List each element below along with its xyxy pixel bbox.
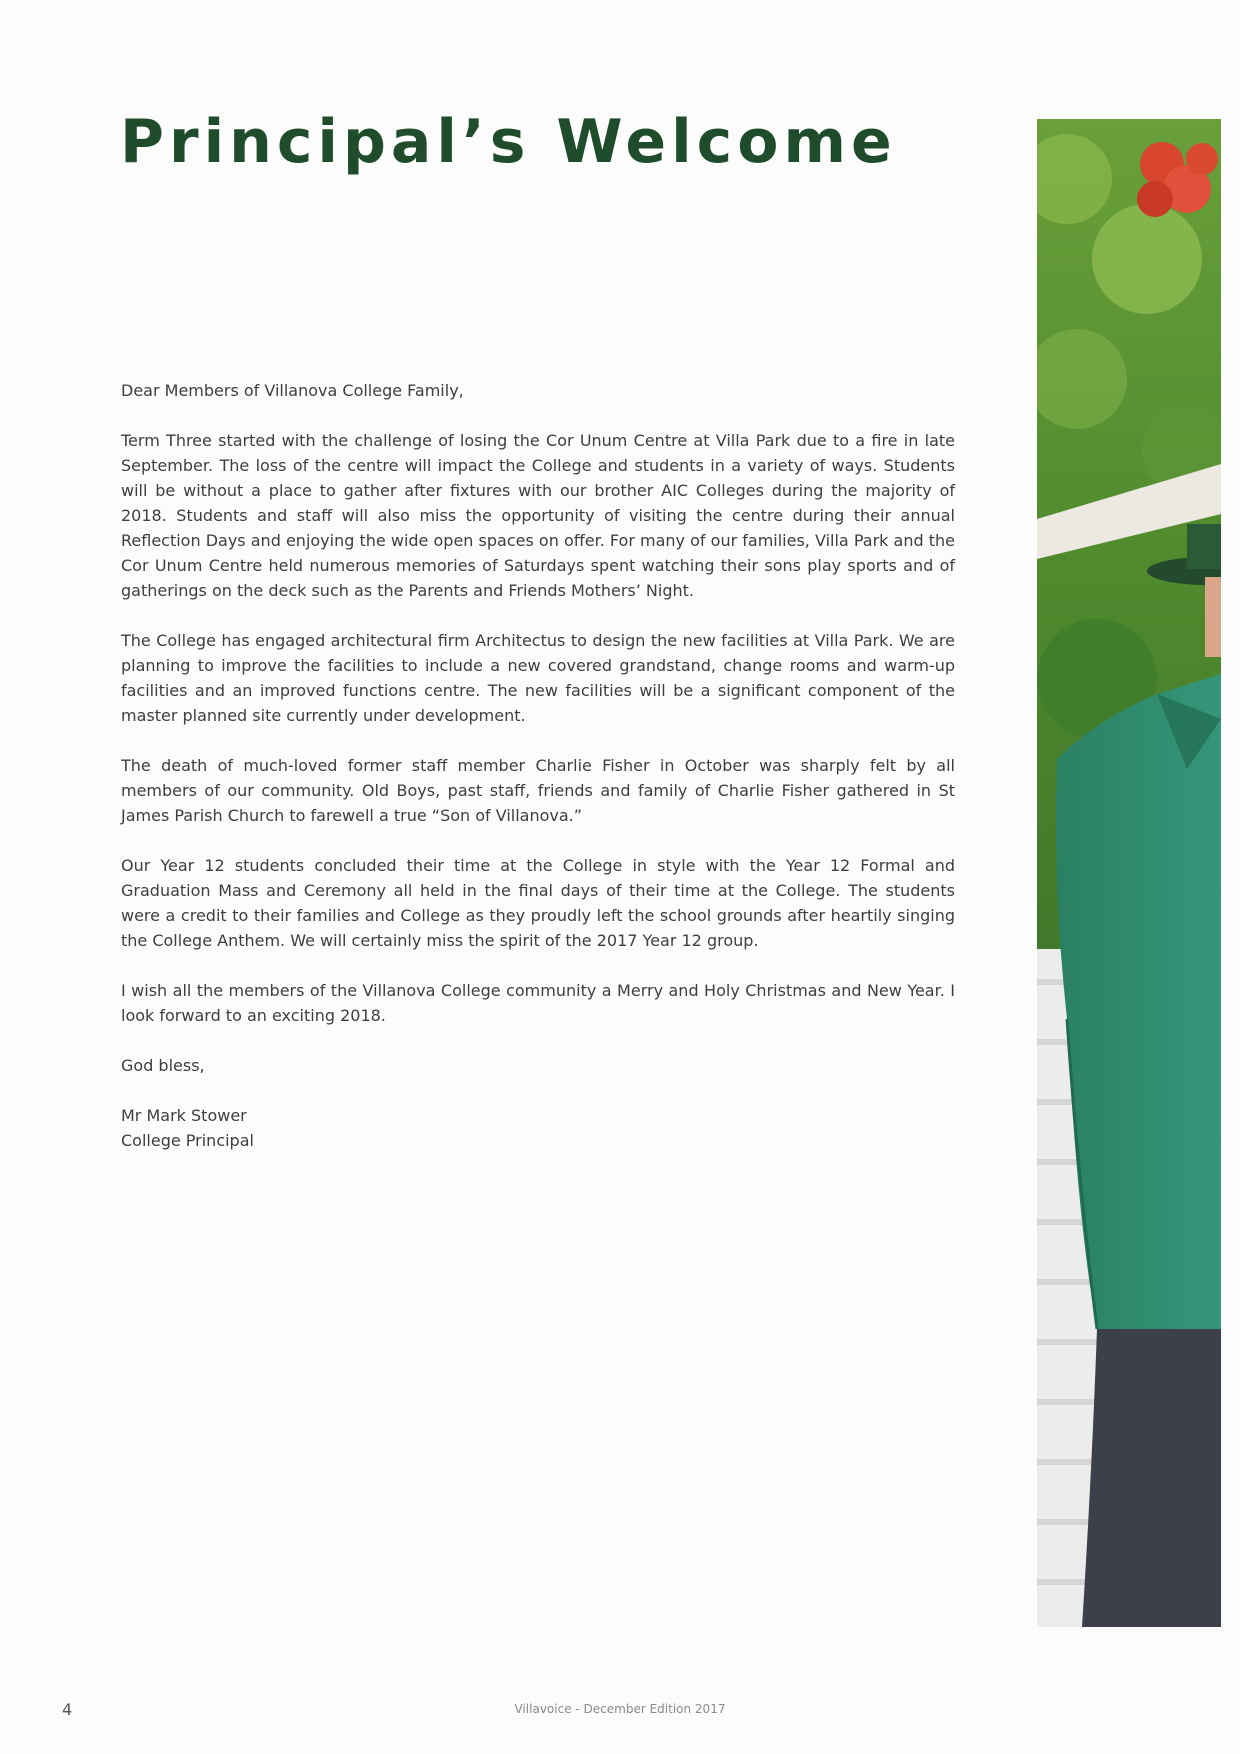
letter-body [121,378,955,1153]
signature-role: College Principal [121,1131,254,1150]
page-title: Principal’s Welcome [120,107,897,177]
paragraph-3: The death of much-loved former staff member Charlie Fisher in October was sharply felt by all members of our community. Old Boys, past staff, friends and family of Charlie Fisher gathered in St James Parish Church to farewell a true “Son of Villanova.” [121,756,955,825]
student-photo [1037,119,1221,1627]
closing: God bless, [121,1056,205,1075]
student-photo-illustration [1037,119,1221,1627]
signature-name: Mr Mark Stower [121,1106,247,1125]
salutation: Dear Members of Villanova College Family, [121,381,464,400]
page-number: 4 [62,1700,73,1719]
paragraph-5: I wish all the members of the Villanova College community a Merry and Holy Christmas and New Year. I look forward to an exciting 2018. [121,981,955,1025]
publication-footer: Villavoice - December Edition 2017 [514,1702,726,1716]
paragraph-2: The College has engaged architectural firm Architectus to design the new facilities at Villa Park. We are planning to improve the facilities to include a new covered grandstand, change rooms and warm-up facilities and an improved functions centre. The new facilities will be a significant component of the master planned site currently under development. [121,631,955,725]
paragraph-4: Our Year 12 students concluded their time at the College in style with the Year 12 Formal and Graduation Mass and Ceremony all held in the final days of their time at the College. The students were a credit to their families and College as they proudly left the school grounds after heartily singing the College Anthem. We will certainly miss the spirit of the 2017 Year 12 group. [121,856,955,950]
paragraph-1: Term Three started with the challenge of losing the Cor Unum Centre at Villa Park due to a fire in late September. The loss of the centre will impact the College and students in a variety of ways. Students will be without a place to gather after fixtures with our brother AIC Colleges during the majority of 2018. Students and staff will also miss the opportunity of visiting the centre during their annual Reflection Days and enjoying the wide open spaces on offer. For many of our families, Villa Park and the Cor Unum Centre held numerous memories of Saturdays spent watching their sons play sports and of gatherings on the deck such as the Parents and Friends Mothers’ Night. [121,431,955,600]
signature [121,1103,955,1153]
